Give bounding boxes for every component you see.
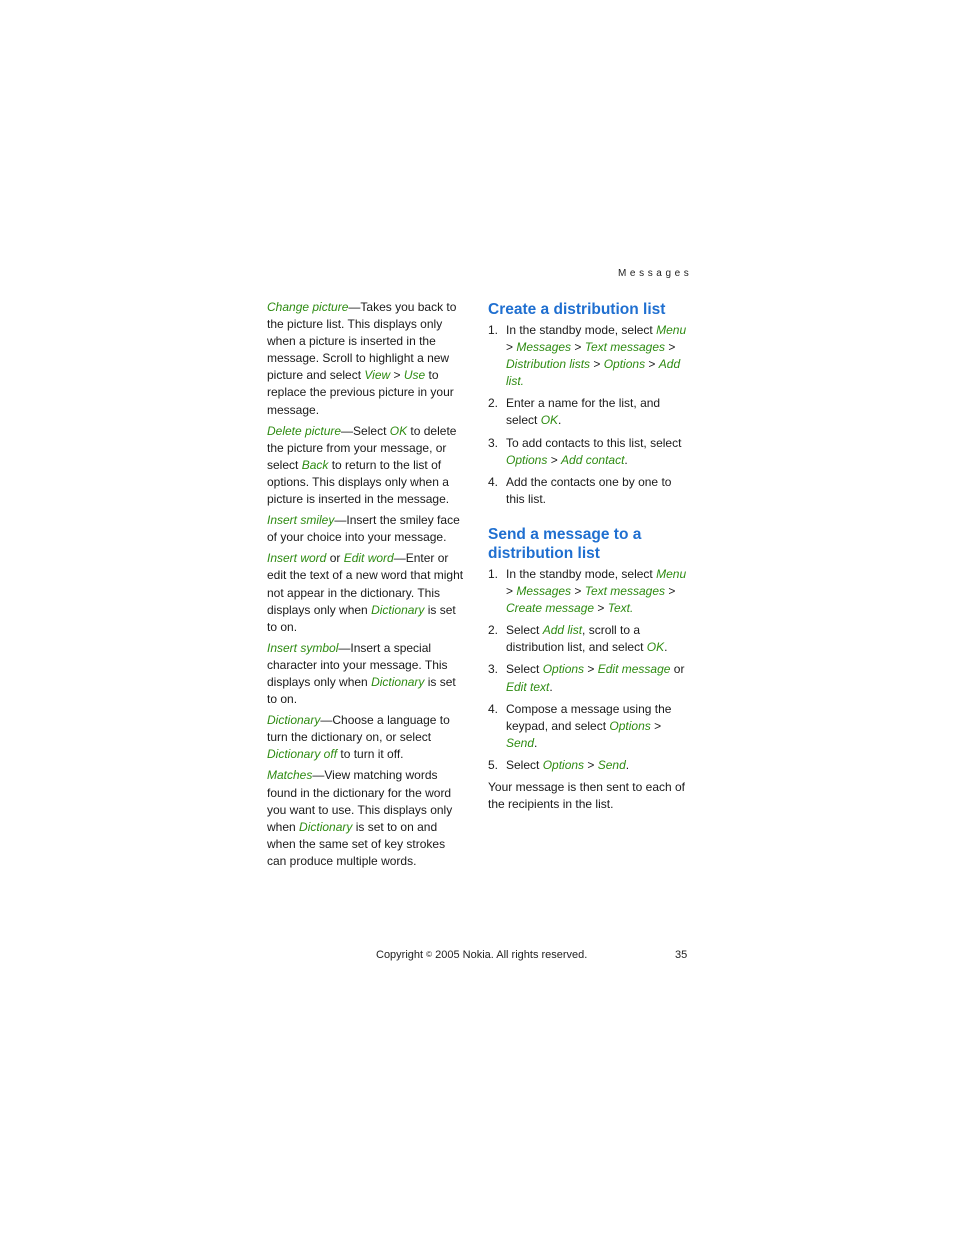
right-column: [488, 300, 693, 817]
punctuation: .: [520, 374, 525, 389]
menu-ref: Use: [403, 368, 426, 383]
steps-send-to-list: [488, 566, 693, 774]
menu-ref: Options: [542, 662, 585, 677]
description: to turn it off.: [337, 747, 404, 762]
menu-ref: View: [364, 368, 391, 383]
separator: >: [390, 368, 404, 383]
description: —Takes you back to the picture list. This displays only when a picture is inserted in the message. Scroll to highlight a new picture and select: [267, 300, 457, 383]
separator: >: [590, 357, 604, 372]
description: to return to the list of options. This displays only when a picture is inserted in the message.: [267, 457, 450, 507]
separator: >: [571, 584, 585, 599]
description: —Insert a special character into your message. This displays only when: [267, 640, 448, 689]
separator: >: [665, 584, 676, 599]
separator: >: [584, 757, 598, 772]
option-insert-symbol: [267, 640, 467, 708]
menu-ref: Edit word: [343, 551, 394, 566]
step-text: In the standby mode, select: [506, 566, 657, 581]
punctuation: .: [629, 601, 634, 616]
section-heading-send-to-list: Send a message to a distribution list: [488, 525, 642, 562]
description: to delete the picture from your message, or select: [267, 423, 457, 472]
separator: >: [584, 662, 598, 677]
step-number: 2.: [488, 396, 499, 411]
menu-ref: Options: [506, 452, 548, 467]
step-number: 1.: [488, 566, 499, 581]
option-matches: [267, 767, 467, 870]
list-item: [488, 435, 693, 469]
menu-ref: Add contact: [561, 452, 625, 467]
menu-ref: Dictionary off: [267, 747, 338, 762]
list-item: [488, 622, 693, 656]
description: —Enter or edit the text of a new word that might not appear in the dictionary. This displays only when: [267, 551, 464, 617]
menu-ref: Send: [506, 735, 535, 750]
separator: >: [594, 601, 608, 616]
punctuation: .: [624, 452, 628, 467]
menu-ref: OK: [540, 413, 559, 428]
punctuation: .: [625, 757, 630, 772]
list-item: [488, 757, 693, 774]
menu-ref: Options: [609, 718, 651, 733]
menu-ref: Dictionary: [299, 819, 353, 834]
list-item: [488, 395, 693, 429]
step-text: Select: [506, 757, 543, 772]
menu-ref: Menu: [656, 566, 687, 581]
menu-ref: Text messages: [584, 584, 665, 599]
description: —Choose a language to turn the dictionary on, or select: [267, 713, 450, 745]
step-text: Enter a name for the list, and select: [506, 396, 661, 428]
list-item: [488, 566, 693, 617]
description: to replace the previous picture in your message.: [267, 368, 454, 417]
punctuation: .: [558, 413, 562, 428]
term: Matches: [267, 768, 313, 783]
menu-ref: Add list: [542, 623, 583, 638]
term: Insert symbol: [267, 640, 339, 655]
menu-ref: Edit text: [506, 679, 550, 694]
separator: >: [645, 357, 659, 372]
step-text: Add the contacts one by one to this list.: [506, 474, 672, 506]
menu-ref: Options: [603, 357, 646, 372]
description: —Select: [341, 423, 390, 438]
step-text: Compose a message using the keypad, and select: [506, 701, 672, 733]
step-text: Select: [506, 623, 543, 638]
description: or: [326, 551, 344, 566]
menu-ref: Distribution lists: [506, 357, 591, 372]
option-insert-smiley: [267, 512, 467, 546]
closing-note: Your message is then sent to each of the recipients in the list.: [488, 779, 686, 812]
running-header: Messages: [618, 268, 693, 279]
list-item: [488, 474, 693, 508]
menu-ref: Edit message: [597, 662, 671, 677]
punctuation: .: [534, 735, 538, 750]
menu-ref: OK: [646, 640, 665, 655]
option-delete-picture: [267, 423, 467, 508]
step-text: , scroll to a distribution list, and select: [506, 623, 647, 655]
term: Change picture: [267, 300, 349, 314]
page-number: 35: [675, 949, 688, 961]
steps-create-list: [488, 322, 693, 508]
term: Insert smiley: [267, 513, 335, 528]
menu-ref: Add list: [506, 357, 681, 389]
copyright-label: Copyright: [376, 949, 427, 961]
separator: >: [506, 584, 517, 599]
punctuation: .: [664, 640, 668, 655]
menu-ref: OK: [389, 423, 408, 438]
menu-ref: Messages: [516, 584, 572, 599]
menu-ref: Text: [607, 601, 630, 616]
menu-ref: Dictionary: [371, 602, 425, 617]
description: is set to on and when the same set of key strokes can produce multiple words.: [267, 819, 446, 868]
separator: >: [665, 340, 676, 355]
step-number: 1.: [488, 323, 499, 337]
option-insert-word: [267, 550, 467, 635]
menu-ref: Menu: [656, 323, 687, 337]
separator: >: [547, 452, 562, 467]
description: —View matching words found in the dictionary for the word you want to use. This displays only when: [267, 768, 453, 834]
menu-ref: Send: [597, 757, 626, 772]
menu-ref: Create message: [506, 601, 595, 616]
menu-ref: Back: [301, 457, 329, 472]
copyright-text: 2005 Nokia. All rights reserved.: [432, 949, 588, 961]
left-column: [267, 299, 467, 874]
separator: >: [506, 340, 517, 355]
step-number: 3.: [488, 662, 499, 677]
punctuation: .: [549, 679, 553, 694]
step-number: 3.: [488, 435, 499, 450]
copyright-notice: [376, 949, 587, 961]
term: Insert word: [267, 551, 327, 566]
description: is set to on.: [267, 674, 456, 707]
step-text: To add contacts to this list, select: [506, 435, 682, 450]
separator: >: [571, 340, 585, 355]
term: Dictionary: [267, 713, 321, 728]
step-number: 4.: [488, 701, 499, 716]
step-text: Select: [506, 662, 543, 677]
section-heading-create-list: Create a distribution list: [488, 301, 666, 318]
description: is set to on.: [267, 602, 456, 634]
menu-ref: Dictionary: [371, 674, 425, 689]
menu-ref: Text messages: [584, 340, 665, 355]
copyright-symbol: ©: [426, 950, 433, 959]
step-number: 2.: [488, 623, 499, 638]
step-number: 4.: [488, 474, 499, 489]
step-number: 5.: [488, 757, 499, 772]
option-change-picture: [267, 299, 467, 419]
option-dictionary: [267, 712, 467, 763]
list-item: [488, 322, 693, 390]
list-item: [488, 701, 693, 752]
description: —Insert the smiley face of your choice into your message.: [267, 513, 460, 545]
step-text: or: [670, 662, 685, 677]
menu-ref: Options: [542, 757, 585, 772]
term: Delete picture: [267, 423, 342, 438]
step-text: In the standby mode, select: [506, 323, 657, 337]
list-item: [488, 661, 693, 695]
separator: >: [650, 718, 662, 733]
menu-ref: Messages: [516, 340, 572, 355]
